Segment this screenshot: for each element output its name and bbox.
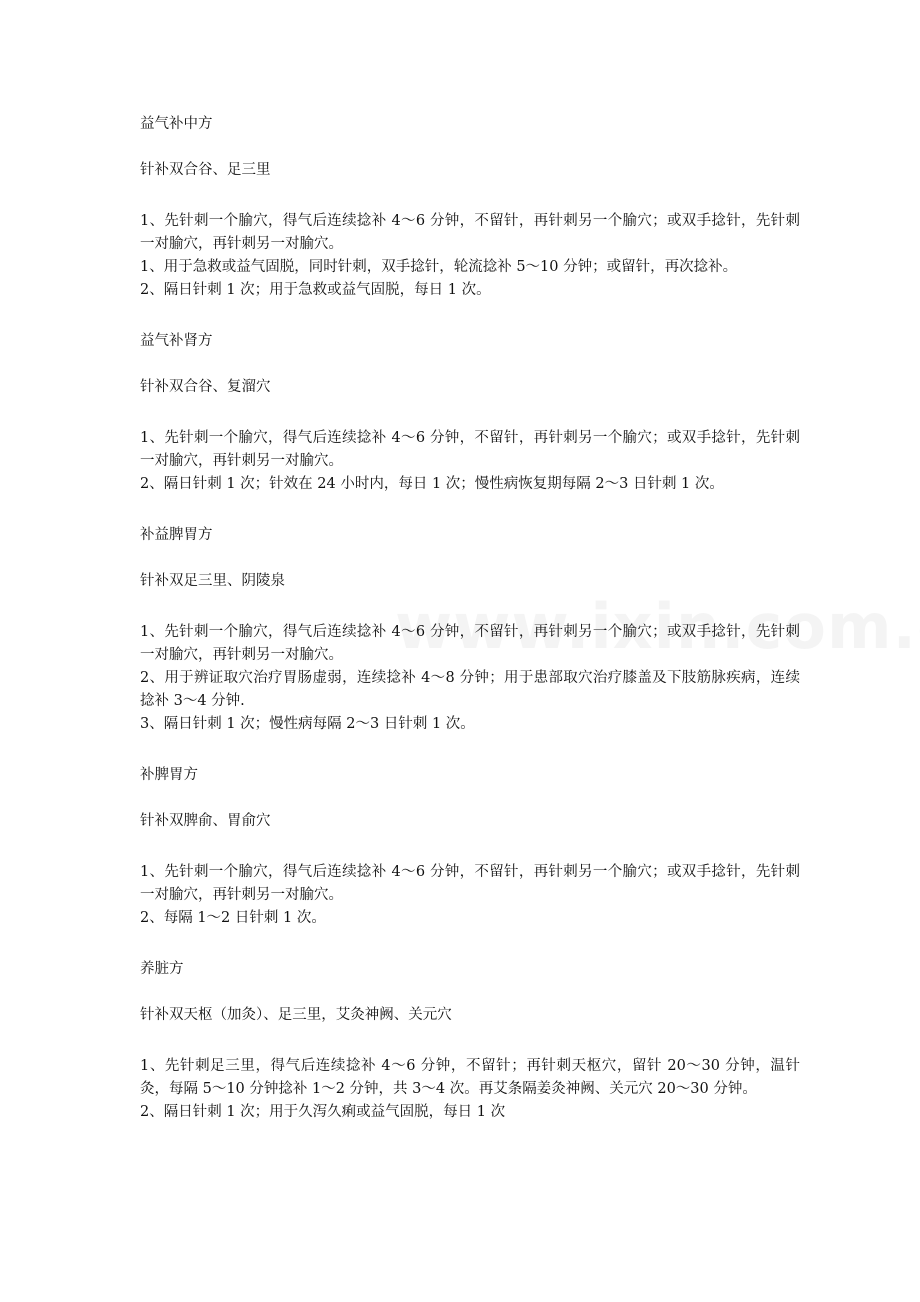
section-yiqi-bushen	[140, 331, 800, 496]
step-item: 2、每隔 1～2 日针刺 1 次。	[140, 910, 326, 926]
section-title: 益气补中方	[140, 116, 213, 132]
section-method: 针补双足三里、阴陵泉	[140, 573, 285, 589]
section-method: 针补双合谷、足三里	[140, 162, 271, 178]
step-item: 1、先针刺一个腧穴，得气后连续捻补 4～6 分钟，不留针，再针刺另一个腧穴；或双手捻针，先针刺一对腧穴，再针刺另一对腧穴。	[140, 213, 800, 252]
step-item: 1、先针刺一个腧穴，得气后连续捻补 4～6 分钟，不留针，再针刺另一个腧穴；或双手捻针，先针刺一对腧穴，再针刺另一对腧穴。	[140, 430, 800, 469]
section-bu-piwei	[140, 765, 800, 930]
step-item: 1、用于急救或益气固脱，同时针刺，双手捻针，轮流捻补 5～10 分钟；或留针，再次捻补。	[140, 259, 738, 275]
step-item: 2、隔日针刺 1 次；用于久泻久痢或益气固脱，每日 1 次	[140, 1104, 506, 1120]
section-title: 补脾胃方	[140, 767, 198, 783]
section-method: 针补双天枢（加灸）、足三里，艾灸神阙、关元穴	[140, 1007, 452, 1023]
section-title: 益气补肾方	[140, 333, 213, 349]
section-title: 补益脾胃方	[140, 527, 213, 543]
section-method: 针补双合谷、复溜穴	[140, 379, 271, 395]
section-buyi-piwei	[140, 525, 800, 736]
section-title: 养脏方	[140, 961, 184, 977]
step-item: 1、先针刺一个腧穴，得气后连续捻补 4～6 分钟，不留针，再针刺另一个腧穴；或双手捻针，先针刺一对腧穴，再针刺另一对腧穴。	[140, 624, 800, 663]
step-item: 1、先针刺足三里，得气后连续捻补 4～6 分钟，不留针；再针刺天枢穴，留针 20～30 分钟，温针灸，每隔 5～10 分钟捻补 1～2 分钟，共 3～4 次。再艾条隔姜灸神阙、关元穴 20～30 分钟。	[140, 1058, 800, 1097]
step-item: 2、隔日针刺 1 次；用于急救或益气固脱，每日 1 次。	[140, 282, 491, 298]
section-method: 针补双脾俞、胃俞穴	[140, 813, 271, 829]
document-body	[140, 114, 800, 1124]
step-item: 3、隔日针刺 1 次；慢性病每隔 2～3 日针刺 1 次。	[140, 716, 475, 732]
section-yangzang	[140, 959, 800, 1124]
section-yiqi-buzhong	[140, 114, 800, 302]
step-item: 1、先针刺一个腧穴，得气后连续捻补 4～6 分钟，不留针，再针刺另一个腧穴；或双手捻针，先针刺一对腧穴，再针刺另一对腧穴。	[140, 864, 800, 903]
step-item: 2、用于辨证取穴治疗胃肠虚弱，连续捻补 4～8 分钟；用于患部取穴治疗膝盖及下肢筋脉疾病，连续捻补 3～4 分钟.	[140, 670, 800, 709]
step-item: 2、隔日针刺 1 次；针效在 24 小时内，每日 1 次；慢性病恢复期每隔 2～3 日针刺 1 次。	[140, 476, 724, 492]
